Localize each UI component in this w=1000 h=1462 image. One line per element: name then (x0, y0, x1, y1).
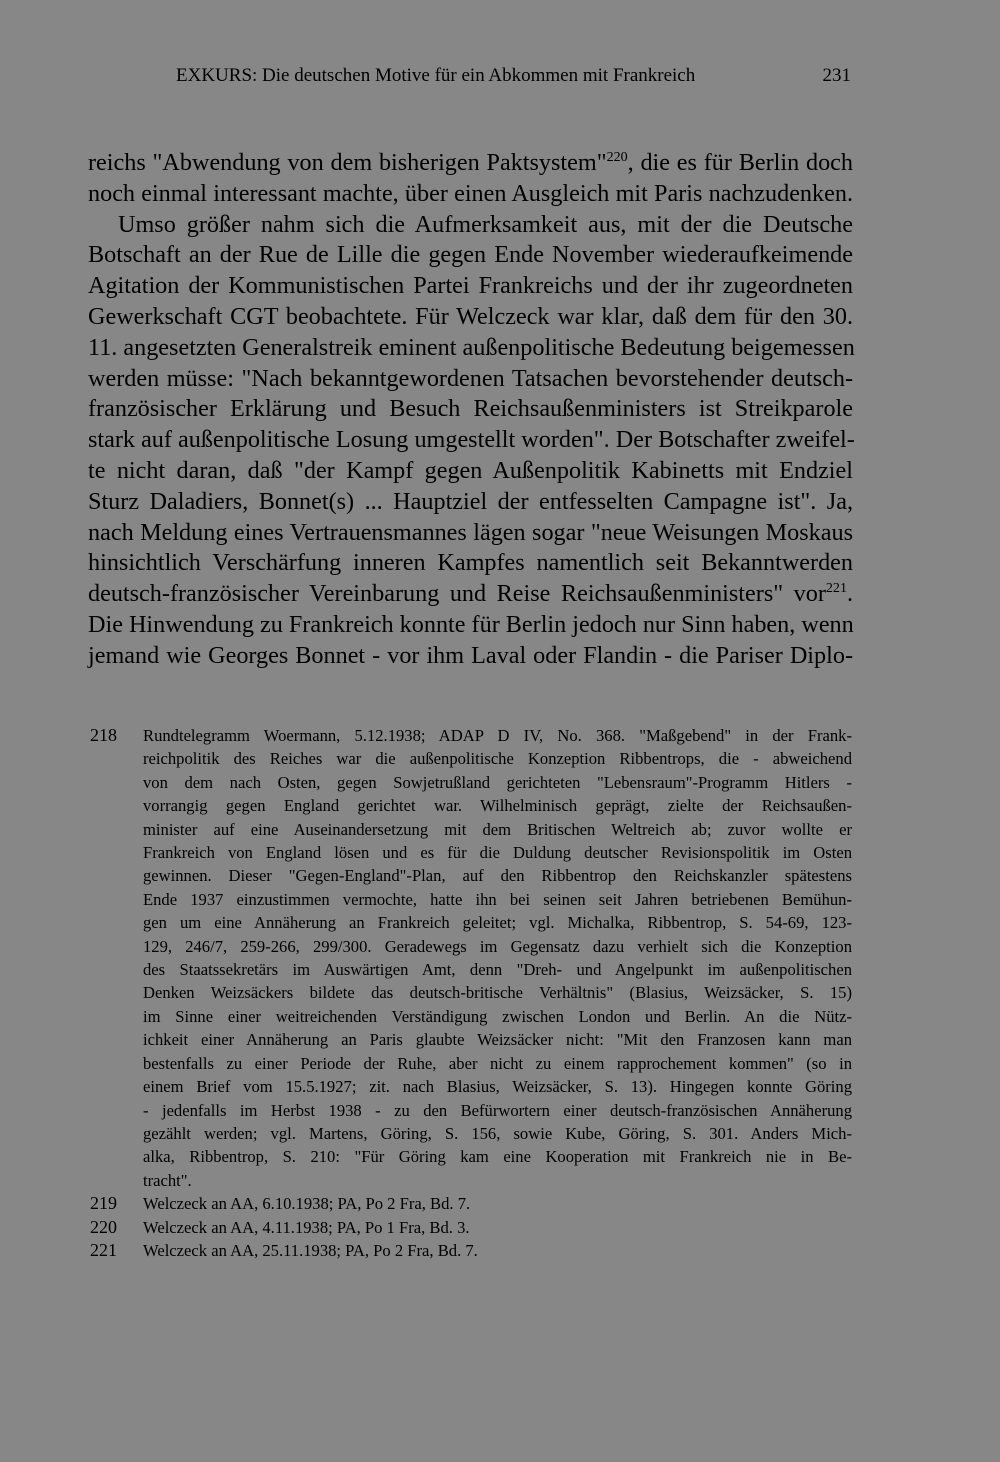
footnote-line: Welczeck an AA, 4.11.1938; PA, Po 1 Fra, Bd. 3. (143, 1217, 470, 1237)
footnote-line: Rundtelegramm Woermann, 5.12.1938; ADAP D IV, No. 368. "Maßgebend" in der Frank- (143, 726, 852, 745)
footnote-reference: 221 (825, 580, 847, 597)
footnote-line: Welczeck an AA, 25.11.1938; PA, Po 2 Fra, Bd. 7. (143, 1240, 478, 1260)
footnote-number: 220 (90, 1216, 117, 1237)
footnote-line: einem Brief vom 15.5.1927; zit. nach Blasius, Weizsäcker, S. 13). Hingegen konnte Göring (143, 1077, 852, 1097)
footnote-line: gewinnen. Dieser "Gegen-England"-Plan, auf den Ribbentrop den Reichskanzler spätestens (143, 866, 852, 886)
footnote-line: reichpolitik des Reiches war die außenpolitische Konzeption Ribbentrops, die - abweichend (143, 749, 852, 769)
footnote-line: vorrangig gegen England gerichtet war. Wilhelminisch geprägt, zielte der Reichsaußen- (143, 796, 852, 816)
body-text (88, 148, 853, 672)
footnote-text (143, 1239, 852, 1262)
body-line: 11. angesetzten Generalstreik eminent außenpolitische Bedeutung beigemessen (88, 333, 855, 361)
footnote-line: im Sinne einer weitreichenden Verständigung zwischen London und Berlin. An die Nütz- (143, 1006, 852, 1026)
footnote-line: Ende 1937 einzustimmen vermochte, hatte ihn bei seinen seit Jahren betriebenen Bemühun- (143, 889, 852, 909)
footnotes (90, 724, 852, 1262)
footnote-text (143, 1216, 852, 1239)
body-line (88, 148, 853, 179)
body-line-text: . (846, 580, 853, 608)
footnote-line: alka, Ribbentrop, S. 210: "Für Göring kam eine Kooperation mit Frankreich nie in Be- (143, 1147, 852, 1167)
body-line: werden müsse: "Nach bekanntgewordenen Tatsachen bevorstehender deutsch- (88, 364, 853, 392)
footnote (90, 1239, 852, 1262)
footnote-line: - jedenfalls im Herbst 1938 - zu den Befürwortern einer deutsch-französischen Annäherung (143, 1100, 852, 1120)
footnote (90, 1216, 852, 1239)
footnote-text (143, 1192, 852, 1215)
footnote-line: von dem nach Osten, gegen Sowjetrußland gerichteten "Lebensraum"-Programm Hitlers - (143, 772, 852, 792)
body-line: Die Hinwendung zu Frankreich konnte für Berlin jedoch nur Sinn haben, wenn (88, 610, 854, 638)
footnote-line: Frankreich von England lösen und es für die Duldung deutscher Revisionspolitik im Osten (143, 843, 852, 863)
body-line-text: , die es für Berlin doch (627, 149, 853, 176)
body-line (88, 579, 853, 610)
footnote-line: bestenfalls zu einer Periode der Ruhe, aber nicht zu einem rapprochement kommen" (so in (143, 1053, 852, 1073)
body-line: Umso größer nahm sich die Aufmerksamkeit aus, mit der die Deutsche (118, 210, 853, 238)
footnote (90, 724, 852, 1192)
footnote-line: Welczeck an AA, 6.10.1938; PA, Po 2 Fra, Bd. 7. (143, 1194, 471, 1214)
body-line: nach Meldung eines Vertrauensmannes lägen sogar "neue Weisungen Moskaus (88, 518, 853, 546)
body-line: Agitation der Kommunistischen Partei Frankreichs und der ihr zugeordneten (88, 272, 853, 300)
footnote-text (143, 724, 852, 1192)
body-line: jemand wie Georges Bonnet - vor ihm Laval oder Flandin - die Pariser Diplo- (88, 641, 853, 669)
body-line: Botschaft an der Rue de Lille die gegen Ende November wiederaufkeimende (88, 241, 853, 269)
footnote-line: tracht". (143, 1170, 192, 1190)
footnote-line: gen um eine Annäherung an Frankreich geleitet; vgl. Michalka, Ribbentrop, S. 54-69, 123- (143, 913, 852, 933)
body-line-text: reichs "Abwendung von dem bisherigen Paktsystem" (88, 149, 607, 176)
body-line: noch einmal interessant machte, über einen Ausgleich mit Paris nachzudenken. (88, 179, 853, 207)
footnote-line: des Staatssekretärs im Auswärtigen Amt, denn "Dreh- und Angelpunkt im außenpolitischen (143, 960, 852, 980)
body-line: hinsichtlich Verschärfung inneren Kampfes namentlich seit Bekanntwerden (88, 549, 853, 577)
footnote-line: 129, 246/7, 259-266, 299/300. Geradewegs im Gegensatz dazu verhielt sich die Konzeption (143, 936, 852, 956)
body-line: stark auf außenpolitische Losung umgestellt worden". Der Botschafter zweifel- (88, 426, 855, 454)
footnote-line: ichkeit einer Annäherung an Paris glaubte Weizsäcker nicht: "Mit den Franzosen kann man (143, 1030, 852, 1050)
footnote-reference: 220 (606, 148, 628, 165)
footnote-number: 218 (90, 725, 117, 745)
footnote-line: gezählt werden; vgl. Martens, Göring, S. 156, sowie Kube, Göring, S. 301. Anders Mich- (143, 1123, 852, 1143)
body-line: te nicht daran, daß "der Kampf gegen Außenpolitik Kabinetts mit Endziel (88, 456, 853, 484)
footnote-number: 221 (90, 1239, 117, 1260)
footnote-line: Denken Weizsäckers bildete das deutsch-britische Verhältnis" (Blasius, Weizsäcker, S. 15) (143, 983, 852, 1003)
body-line: Sturz Daladiers, Bonnet(s) ... Hauptziel der entfesselten Campagne ist". Ja, (88, 487, 853, 515)
footnote-number: 219 (90, 1193, 117, 1214)
running-header-title: EXKURS: Die deutschen Motive für ein Abkommen mit Frankreich (176, 65, 696, 86)
body-line: französischer Erklärung und Besuch Reichsaußenministers ist Streikparole (88, 395, 853, 423)
body-line: Gewerkschaft CGT beobachtete. Für Welczeck war klar, daß dem für den 30. (88, 302, 853, 330)
footnote-line: minister auf eine Auseinandersetzung mit dem Britischen Weltreich ab; zuvor wollte er (143, 819, 852, 839)
page-number: 231 (822, 65, 851, 86)
footnote (90, 1192, 852, 1215)
body-line-text: deutsch-französischer Vereinbarung und Reise Reichsaußenministers" vor (88, 580, 826, 608)
